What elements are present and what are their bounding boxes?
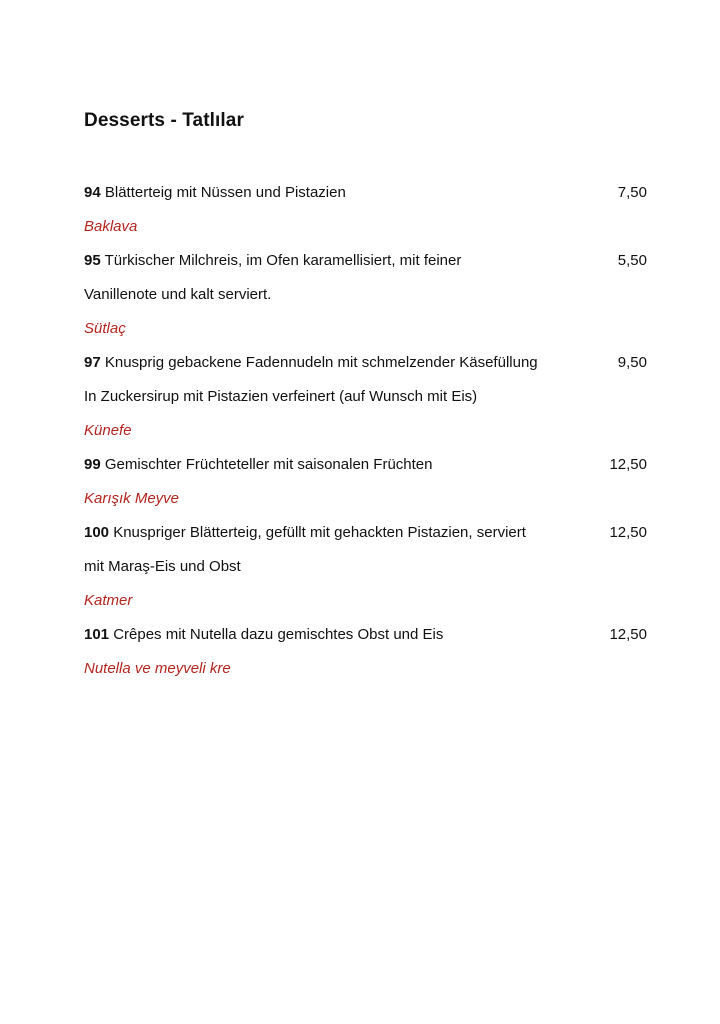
menu-item-101	[84, 623, 647, 657]
menu-item-97	[84, 351, 647, 385]
item-description: Türkischer Milchreis, im Ofen karamellisiert, mit feiner	[104, 252, 462, 269]
dessert-menu	[84, 181, 647, 691]
item-turkish-name: Katmer	[84, 592, 133, 609]
item-turkish-name: Künefe	[84, 422, 132, 439]
item-description: Knusprig gebackene Fadennudeln mit schmelzender Käsefüllung	[104, 354, 538, 371]
menu-item-100	[84, 521, 647, 555]
item-turkish-name: Sütlaç	[84, 320, 126, 337]
item-description-continued: In Zuckersirup mit Pistazien verfeinert (auf Wunsch mit Eis)	[84, 388, 478, 405]
item-number: 94	[84, 184, 101, 201]
item-description: Gemischter Früchteteller mit saisonalen Früchten	[104, 456, 433, 473]
menu-item-99	[84, 453, 647, 487]
item-price: 12,50	[609, 524, 647, 541]
item-description-continued: mit Maraş-Eis und Obst	[84, 558, 241, 575]
item-price: 7,50	[617, 184, 647, 201]
item-number: 101	[84, 626, 110, 643]
item-turkish-name: Karışık Meyve	[84, 490, 180, 507]
item-price: 12,50	[609, 456, 647, 473]
menu-item-95	[84, 249, 647, 283]
page-title: Desserts - Tatlılar	[84, 110, 244, 131]
item-turkish-name: Baklava	[84, 218, 138, 235]
item-price: 9,50	[617, 354, 647, 371]
item-number: 95	[84, 252, 101, 269]
item-description: Crêpes mit Nutella dazu gemischtes Obst und Eis	[113, 626, 444, 643]
item-description-continued: Vanillenote und kalt serviert.	[84, 286, 272, 303]
menu-item-94	[84, 181, 647, 215]
item-number: 99	[84, 456, 101, 473]
item-number: 100	[84, 524, 110, 541]
item-turkish-name: Nutella ve meyveli kre	[84, 660, 231, 677]
item-description: Blätterteig mit Nüssen und Pistazien	[104, 184, 346, 201]
item-description: Knuspriger Blätterteig, gefüllt mit gehackten Pistazien, serviert	[113, 524, 526, 541]
item-number: 97	[84, 354, 101, 371]
item-price: 5,50	[617, 252, 647, 269]
item-price: 12,50	[609, 626, 647, 643]
